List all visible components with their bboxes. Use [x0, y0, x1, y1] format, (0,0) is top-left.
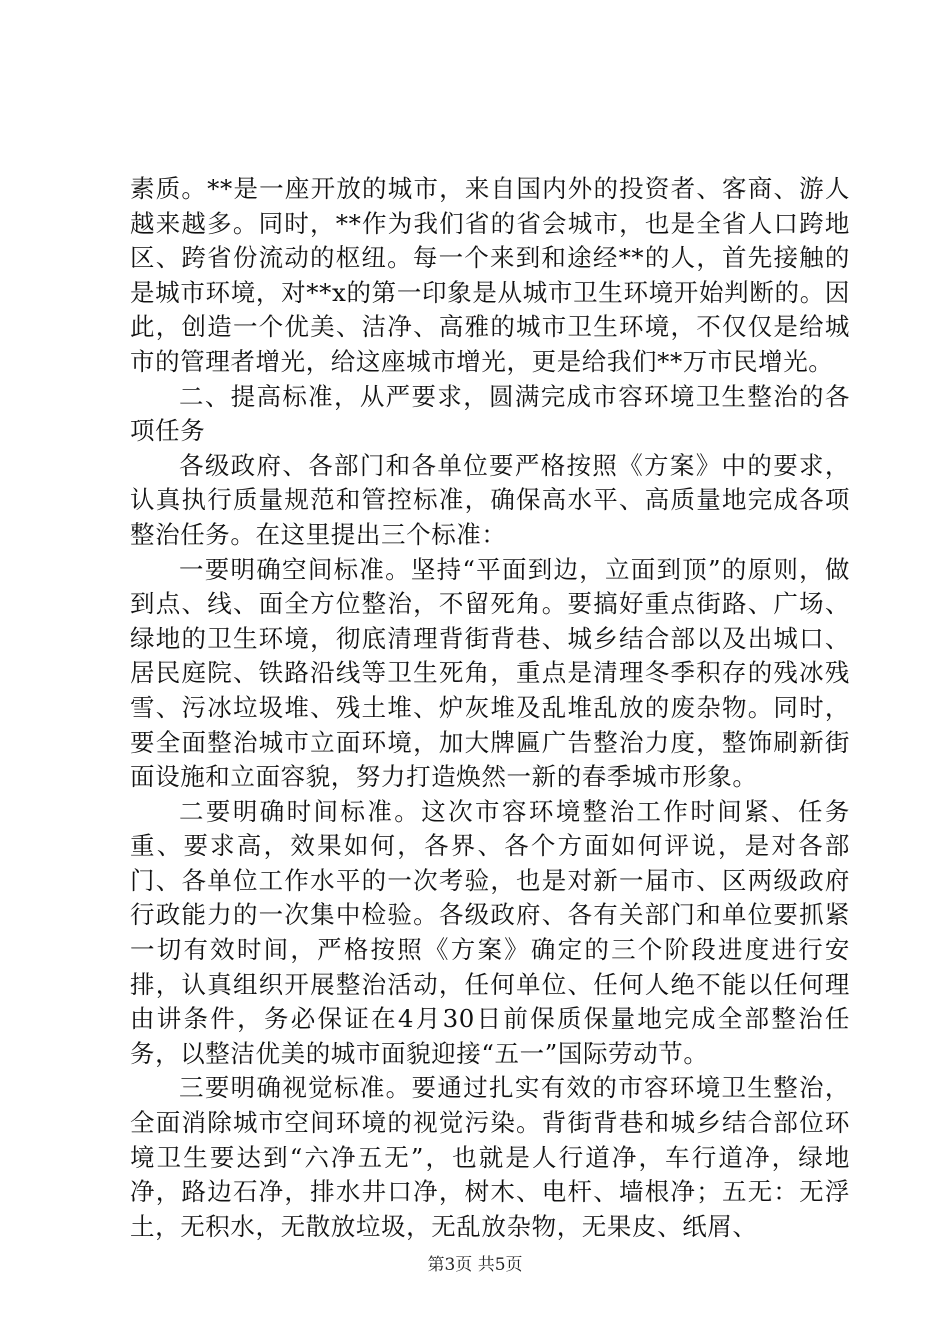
- paragraph-space-standard: 一要明确空间标准。坚持“平面到边，立面到顶”的原则，做到点、线、面全方位整治，不留死角。要搞好重点街路、广场、绿地的卫生环境，彻底清理背街背巷、城乡结合部以及出城口、居民庭院、铁路沿线等卫生死角，重点是清理冬季积存的残冰残雪、污冰垃圾堆、残土堆、炉灰堆及乱堆乱放的废杂物。同时，要全面整治城市立面环境，加大牌匾广告整治力度，整饰刷新街面设施和立面容貌，努力打造焕然一新的春季城市形象。: [130, 554, 850, 792]
- document-body: [130, 172, 850, 1244]
- section-heading: 二、提高标准，从严要求，圆满完成市容环境卫生整治的各项任务: [130, 381, 850, 446]
- paragraph-visual-standard: 三要明确视觉标准。要通过扎实有效的市容环境卫生整治，全面消除城市空间环境的视觉污染。背街背巷和城乡结合部位环境卫生要达到“六净五无”，也就是人行道净，车行道净，绿地净，路边石净，排水井口净，树木、电杆、墙根净；五无：无浮土，无积水，无散放垃圾，无乱放杂物，无果皮、纸屑、: [130, 1073, 850, 1241]
- paragraph-continuation: 素质。**是一座开放的城市，来自国内外的投资者、客商、游人越来越多。同时，**作为我们省的省会城市，也是全省人口跨地区、跨省份流动的枢纽。每一个来到和途经**的人，首先接触的是城市环境，对**x的第一印象是从城市卫生环境开始判断的。因此，创造一个优美、洁净、高雅的城市卫生环境，不仅仅是给城市的管理者增光，给这座城市增光，更是给我们**万市民增光。: [130, 174, 850, 376]
- paragraph-time-standard: 二要明确时间标准。这次市容环境整治工作时间紧、任务重、要求高，效果如何，各界、各个方面如何评说，是对各部门、各单位工作水平的一次考验，也是对新一届市、区两级政府行政能力的一次集中检验。各级政府、各有关部门和单位要抓紧一切有效时间，严格按照《方案》确定的三个阶段进度进行安排，认真组织开展整治活动，任何单位、任何人绝不能以任何理由讲条件，务必保证在4月30日前保质保量地完成全部整治任务，以整洁优美的城市面貌迎接“五一”国际劳动节。: [130, 796, 850, 1068]
- paragraph-intro: 各级政府、各部门和各单位要严格按照《方案》中的要求，认真执行质量规范和管控标准，确保高水平、高质量地完成各项整治任务。在这里提出三个标准：: [130, 450, 850, 549]
- page-number-footer: 第3页 共5页: [427, 1255, 523, 1275]
